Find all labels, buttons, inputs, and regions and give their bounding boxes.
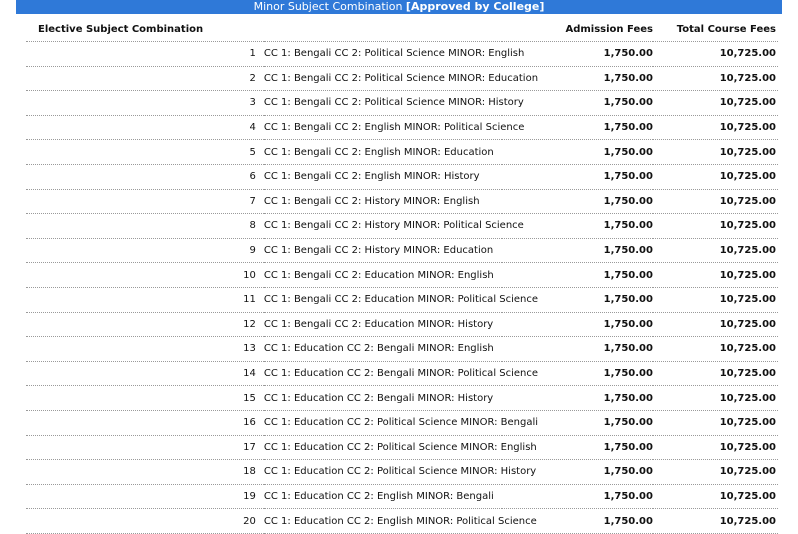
row-serial-number: 2 bbox=[26, 66, 264, 91]
table-row bbox=[26, 484, 778, 509]
row-subject-combination: CC 1: Bengali CC 2: Education MINOR: History bbox=[264, 312, 502, 337]
row-serial-number: 4 bbox=[26, 115, 264, 140]
row-admission-fees: 1,750.00 bbox=[502, 312, 653, 337]
row-subject-combination: CC 1: Education CC 2: Bengali MINOR: Political Science bbox=[264, 361, 502, 386]
row-subject-combination: CC 1: Bengali CC 2: English MINOR: Political Science bbox=[264, 115, 502, 140]
row-subject-combination: CC 1: Education CC 2: Political Science MINOR: History bbox=[264, 460, 502, 485]
approval-status: [Approved by College] bbox=[405, 0, 545, 13]
row-serial-number: 19 bbox=[26, 484, 264, 509]
row-serial-number: 5 bbox=[26, 140, 264, 165]
row-serial-number: 11 bbox=[26, 287, 264, 312]
row-total-course-fees: 10,725.00 bbox=[653, 91, 778, 116]
table-row bbox=[26, 337, 778, 362]
row-serial-number: 9 bbox=[26, 238, 264, 263]
table-row bbox=[26, 361, 778, 386]
header-admission-fees: Admission Fees bbox=[502, 17, 653, 42]
row-subject-combination: CC 1: Bengali CC 2: History MINOR: Education bbox=[264, 238, 502, 263]
row-subject-combination: CC 1: Bengali CC 2: Political Science MINOR: History bbox=[264, 91, 502, 116]
table-header-row bbox=[26, 17, 778, 42]
header-combination: Elective Subject Combination bbox=[26, 17, 502, 42]
row-serial-number: 14 bbox=[26, 361, 264, 386]
row-admission-fees: 1,750.00 bbox=[502, 189, 653, 214]
row-admission-fees: 1,750.00 bbox=[502, 214, 653, 239]
row-subject-combination: CC 1: Education CC 2: Political Science MINOR: Bengali bbox=[264, 410, 502, 435]
row-subject-combination: CC 1: Education CC 2: English MINOR: Bengali bbox=[264, 484, 502, 509]
row-admission-fees: 1,750.00 bbox=[502, 238, 653, 263]
row-total-course-fees: 10,725.00 bbox=[653, 263, 778, 288]
row-admission-fees: 1,750.00 bbox=[502, 287, 653, 312]
table-row bbox=[26, 115, 778, 140]
row-total-course-fees: 10,725.00 bbox=[653, 42, 778, 67]
row-total-course-fees: 10,725.00 bbox=[653, 386, 778, 411]
row-admission-fees: 1,750.00 bbox=[502, 460, 653, 485]
table-row bbox=[26, 66, 778, 91]
row-total-course-fees: 10,725.00 bbox=[653, 337, 778, 362]
row-total-course-fees: 10,725.00 bbox=[653, 66, 778, 91]
row-subject-combination: CC 1: Bengali CC 2: English MINOR: History bbox=[264, 164, 502, 189]
row-total-course-fees: 10,725.00 bbox=[653, 214, 778, 239]
row-admission-fees: 1,750.00 bbox=[502, 337, 653, 362]
row-total-course-fees: 10,725.00 bbox=[653, 460, 778, 485]
row-total-course-fees: 10,725.00 bbox=[653, 435, 778, 460]
row-subject-combination: CC 1: Bengali CC 2: Education MINOR: Political Science bbox=[264, 287, 502, 312]
row-subject-combination: CC 1: Education CC 2: Bengali MINOR: English bbox=[264, 337, 502, 362]
row-serial-number: 18 bbox=[26, 460, 264, 485]
row-total-course-fees: 10,725.00 bbox=[653, 115, 778, 140]
row-admission-fees: 1,750.00 bbox=[502, 91, 653, 116]
table-row bbox=[26, 164, 778, 189]
row-serial-number: 16 bbox=[26, 410, 264, 435]
row-serial-number: 15 bbox=[26, 386, 264, 411]
row-admission-fees: 1,750.00 bbox=[502, 410, 653, 435]
header-total-course-fees: Total Course Fees bbox=[653, 17, 778, 42]
section-title: Minor Subject Combination bbox=[253, 0, 403, 13]
table-row bbox=[26, 386, 778, 411]
table-row bbox=[26, 509, 778, 534]
table-row bbox=[26, 435, 778, 460]
table-row bbox=[26, 312, 778, 337]
row-subject-combination: CC 1: Education CC 2: English MINOR: Political Science bbox=[264, 509, 502, 534]
row-subject-combination: CC 1: Bengali CC 2: History MINOR: English bbox=[264, 189, 502, 214]
row-serial-number: 1 bbox=[26, 42, 264, 67]
row-total-course-fees: 10,725.00 bbox=[653, 509, 778, 534]
row-serial-number: 8 bbox=[26, 214, 264, 239]
row-total-course-fees: 10,725.00 bbox=[653, 410, 778, 435]
row-serial-number: 20 bbox=[26, 509, 264, 534]
row-serial-number: 6 bbox=[26, 164, 264, 189]
row-total-course-fees: 10,725.00 bbox=[653, 164, 778, 189]
row-admission-fees: 1,750.00 bbox=[502, 435, 653, 460]
row-admission-fees: 1,750.00 bbox=[502, 115, 653, 140]
row-admission-fees: 1,750.00 bbox=[502, 140, 653, 165]
row-subject-combination: CC 1: Bengali CC 2: English MINOR: Education bbox=[264, 140, 502, 165]
row-total-course-fees: 10,725.00 bbox=[653, 312, 778, 337]
row-admission-fees: 1,750.00 bbox=[502, 386, 653, 411]
fees-table-container bbox=[26, 17, 778, 534]
row-total-course-fees: 10,725.00 bbox=[653, 189, 778, 214]
row-admission-fees: 1,750.00 bbox=[502, 263, 653, 288]
table-row bbox=[26, 263, 778, 288]
row-subject-combination: CC 1: Bengali CC 2: Political Science MINOR: Education bbox=[264, 66, 502, 91]
row-admission-fees: 1,750.00 bbox=[502, 164, 653, 189]
row-admission-fees: 1,750.00 bbox=[502, 509, 653, 534]
fees-table bbox=[26, 17, 778, 534]
table-row bbox=[26, 91, 778, 116]
row-serial-number: 13 bbox=[26, 337, 264, 362]
table-row bbox=[26, 214, 778, 239]
row-total-course-fees: 10,725.00 bbox=[653, 238, 778, 263]
row-total-course-fees: 10,725.00 bbox=[653, 484, 778, 509]
row-total-course-fees: 10,725.00 bbox=[653, 140, 778, 165]
row-serial-number: 7 bbox=[26, 189, 264, 214]
table-row bbox=[26, 287, 778, 312]
table-row bbox=[26, 140, 778, 165]
table-row bbox=[26, 42, 778, 67]
row-admission-fees: 1,750.00 bbox=[502, 361, 653, 386]
table-row bbox=[26, 189, 778, 214]
row-serial-number: 10 bbox=[26, 263, 264, 288]
row-subject-combination: CC 1: Bengali CC 2: Political Science MINOR: English bbox=[264, 42, 502, 67]
table-row bbox=[26, 238, 778, 263]
row-admission-fees: 1,750.00 bbox=[502, 42, 653, 67]
table-body bbox=[26, 42, 778, 534]
table-row bbox=[26, 460, 778, 485]
row-admission-fees: 1,750.00 bbox=[502, 66, 653, 91]
row-serial-number: 12 bbox=[26, 312, 264, 337]
section-title-bar bbox=[16, 0, 782, 14]
row-subject-combination: CC 1: Education CC 2: Bengali MINOR: History bbox=[264, 386, 502, 411]
row-serial-number: 17 bbox=[26, 435, 264, 460]
row-subject-combination: CC 1: Bengali CC 2: History MINOR: Political Science bbox=[264, 214, 502, 239]
row-total-course-fees: 10,725.00 bbox=[653, 361, 778, 386]
row-subject-combination: CC 1: Education CC 2: Political Science MINOR: English bbox=[264, 435, 502, 460]
row-total-course-fees: 10,725.00 bbox=[653, 287, 778, 312]
row-serial-number: 3 bbox=[26, 91, 264, 116]
row-subject-combination: CC 1: Bengali CC 2: Education MINOR: English bbox=[264, 263, 502, 288]
row-admission-fees: 1,750.00 bbox=[502, 484, 653, 509]
table-row bbox=[26, 410, 778, 435]
